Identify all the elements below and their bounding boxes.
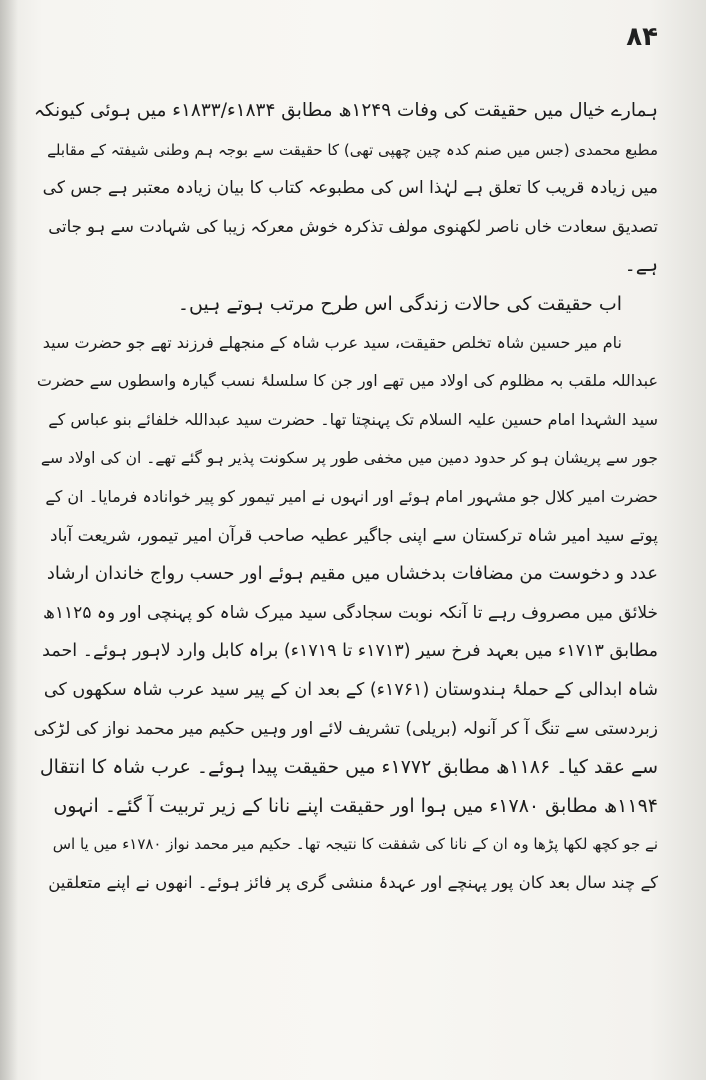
text-line: پوتے سید امیر شاہ ترکستان سے اپنی جاگیر عطیہ صاحب قرآن امیر تیمور، شریعت آباد	[50, 525, 658, 546]
text-line: ۱۱۹۴ھ مطابق ۱۷۸۰ء میں ہوا اور حقیقت اپنے نانا کے زیر تربیت آ گئے۔ انہوں	[53, 794, 658, 817]
text-line: سے عقد کیا۔ ۱۱۸۶ھ مطابق ۱۷۷۲ء میں حقیقت پیدا ہوئے۔ عرب شاہ کا انتقال	[39, 756, 658, 779]
text-line: مطبع محمدی (جس میں صنم کدہ چین چھپی تھی) کا حقیقت سے بوجہ ہم وطنی شیفتہ کے مقابلے	[47, 140, 658, 159]
text-line: عدد و دخوست من مضافات بدخشاں میں مقیم ہوئے اور حسب رواج خاندان ارشاد	[46, 563, 658, 585]
body-text	[34, 92, 658, 902]
text-line: سید الشہدا امام حسین علیہ السلام تک پہنچتا تھا۔ حضرت سید عبداللہ خلفائے بنو عباس کے	[48, 409, 658, 429]
text-line: کے چند سال بعد کان پور پہنچے اور عہدۂ منشی گری پر فائز ہوئے۔ انھوں نے اپنے متعلقین	[48, 872, 658, 892]
text-line: ہے۔	[624, 254, 658, 277]
text-line: ہمارے خیال میں حقیقت کی وفات ۱۲۴۹ھ مطابق ۱۸۳۴ء/۱۸۳۳ء میں ہوئی کیونکہ	[34, 100, 658, 121]
text-line: جور سے پریشان ہو کر حدود دمین میں مخفی طور پر سکونت پذیر ہو گئے تھے۔ ان کی اولاد سے	[40, 449, 658, 468]
text-line: شاہ ابدالی کے حملۂ ہندوستان (۱۷۶۱ء) کے بعد ان کے پیر سید عرب شاہ سکھوں کی	[43, 679, 658, 700]
binding-shadow	[0, 0, 18, 1080]
text-line: میں زیادہ قریب کا تعلق ہے لہٰذا اس کی مطبوعہ کتاب کا بیان زیادہ معتبر ہے جس کی	[42, 178, 658, 199]
text-line: نے جو کچھ لکھا پڑھا وہ ان کے نانا کی شفقت کا نتیجہ تھا۔ حکیم میر محمد نواز ۱۷۸۰ء میں یا اس	[52, 835, 658, 854]
text-line: عبداللہ ملقب بہ مظلوم کی اولاد میں تھے اور جن کا سلسلۂ نسب گیارہ واسطوں سے حضرت	[36, 371, 658, 391]
text-line: زبردستی سے تنگ آ کر آنولہ (بریلی) تشریف لائے اور وہیں حکیم میر محمد نواز کی لڑکی	[34, 718, 658, 739]
text-line: نام میر حسین شاہ تخلص حقیقت، سید عرب شاہ کے منجھلے فرزند تھے جو حضرت سید	[42, 332, 622, 352]
page-number: ۸۴	[626, 22, 658, 52]
text-line: حضرت امیر کلال جو مشہور امام ہوئے اور انہوں نے امیر تیمور کو پیر خوانادہ فرمایا۔ ان کے	[45, 486, 658, 506]
text-line: اب حقیقت کی حالات زندگی اس طرح مرتب ہوتے ہیں۔	[177, 292, 622, 315]
text-line: خلائق میں مصروف رہے تا آنکہ نوبت سجادگی سید میرک شاہ کو پہنچی اور وہ ۱۱۲۵ھ	[43, 602, 658, 623]
text-line: تصدیق سعادت خاں ناصر لکھنوی مولف تذکرہ خوش معرکہ زیبا کی شہادت سے ہو جاتی	[48, 216, 658, 236]
text-line: مطابق ۱۷۱۳ء میں بعہد فرخ سیر (۱۷۱۳ء تا ۱۷۱۹ء) براہ کابل وارد لاہور ہوئے۔ احمد	[42, 641, 658, 662]
